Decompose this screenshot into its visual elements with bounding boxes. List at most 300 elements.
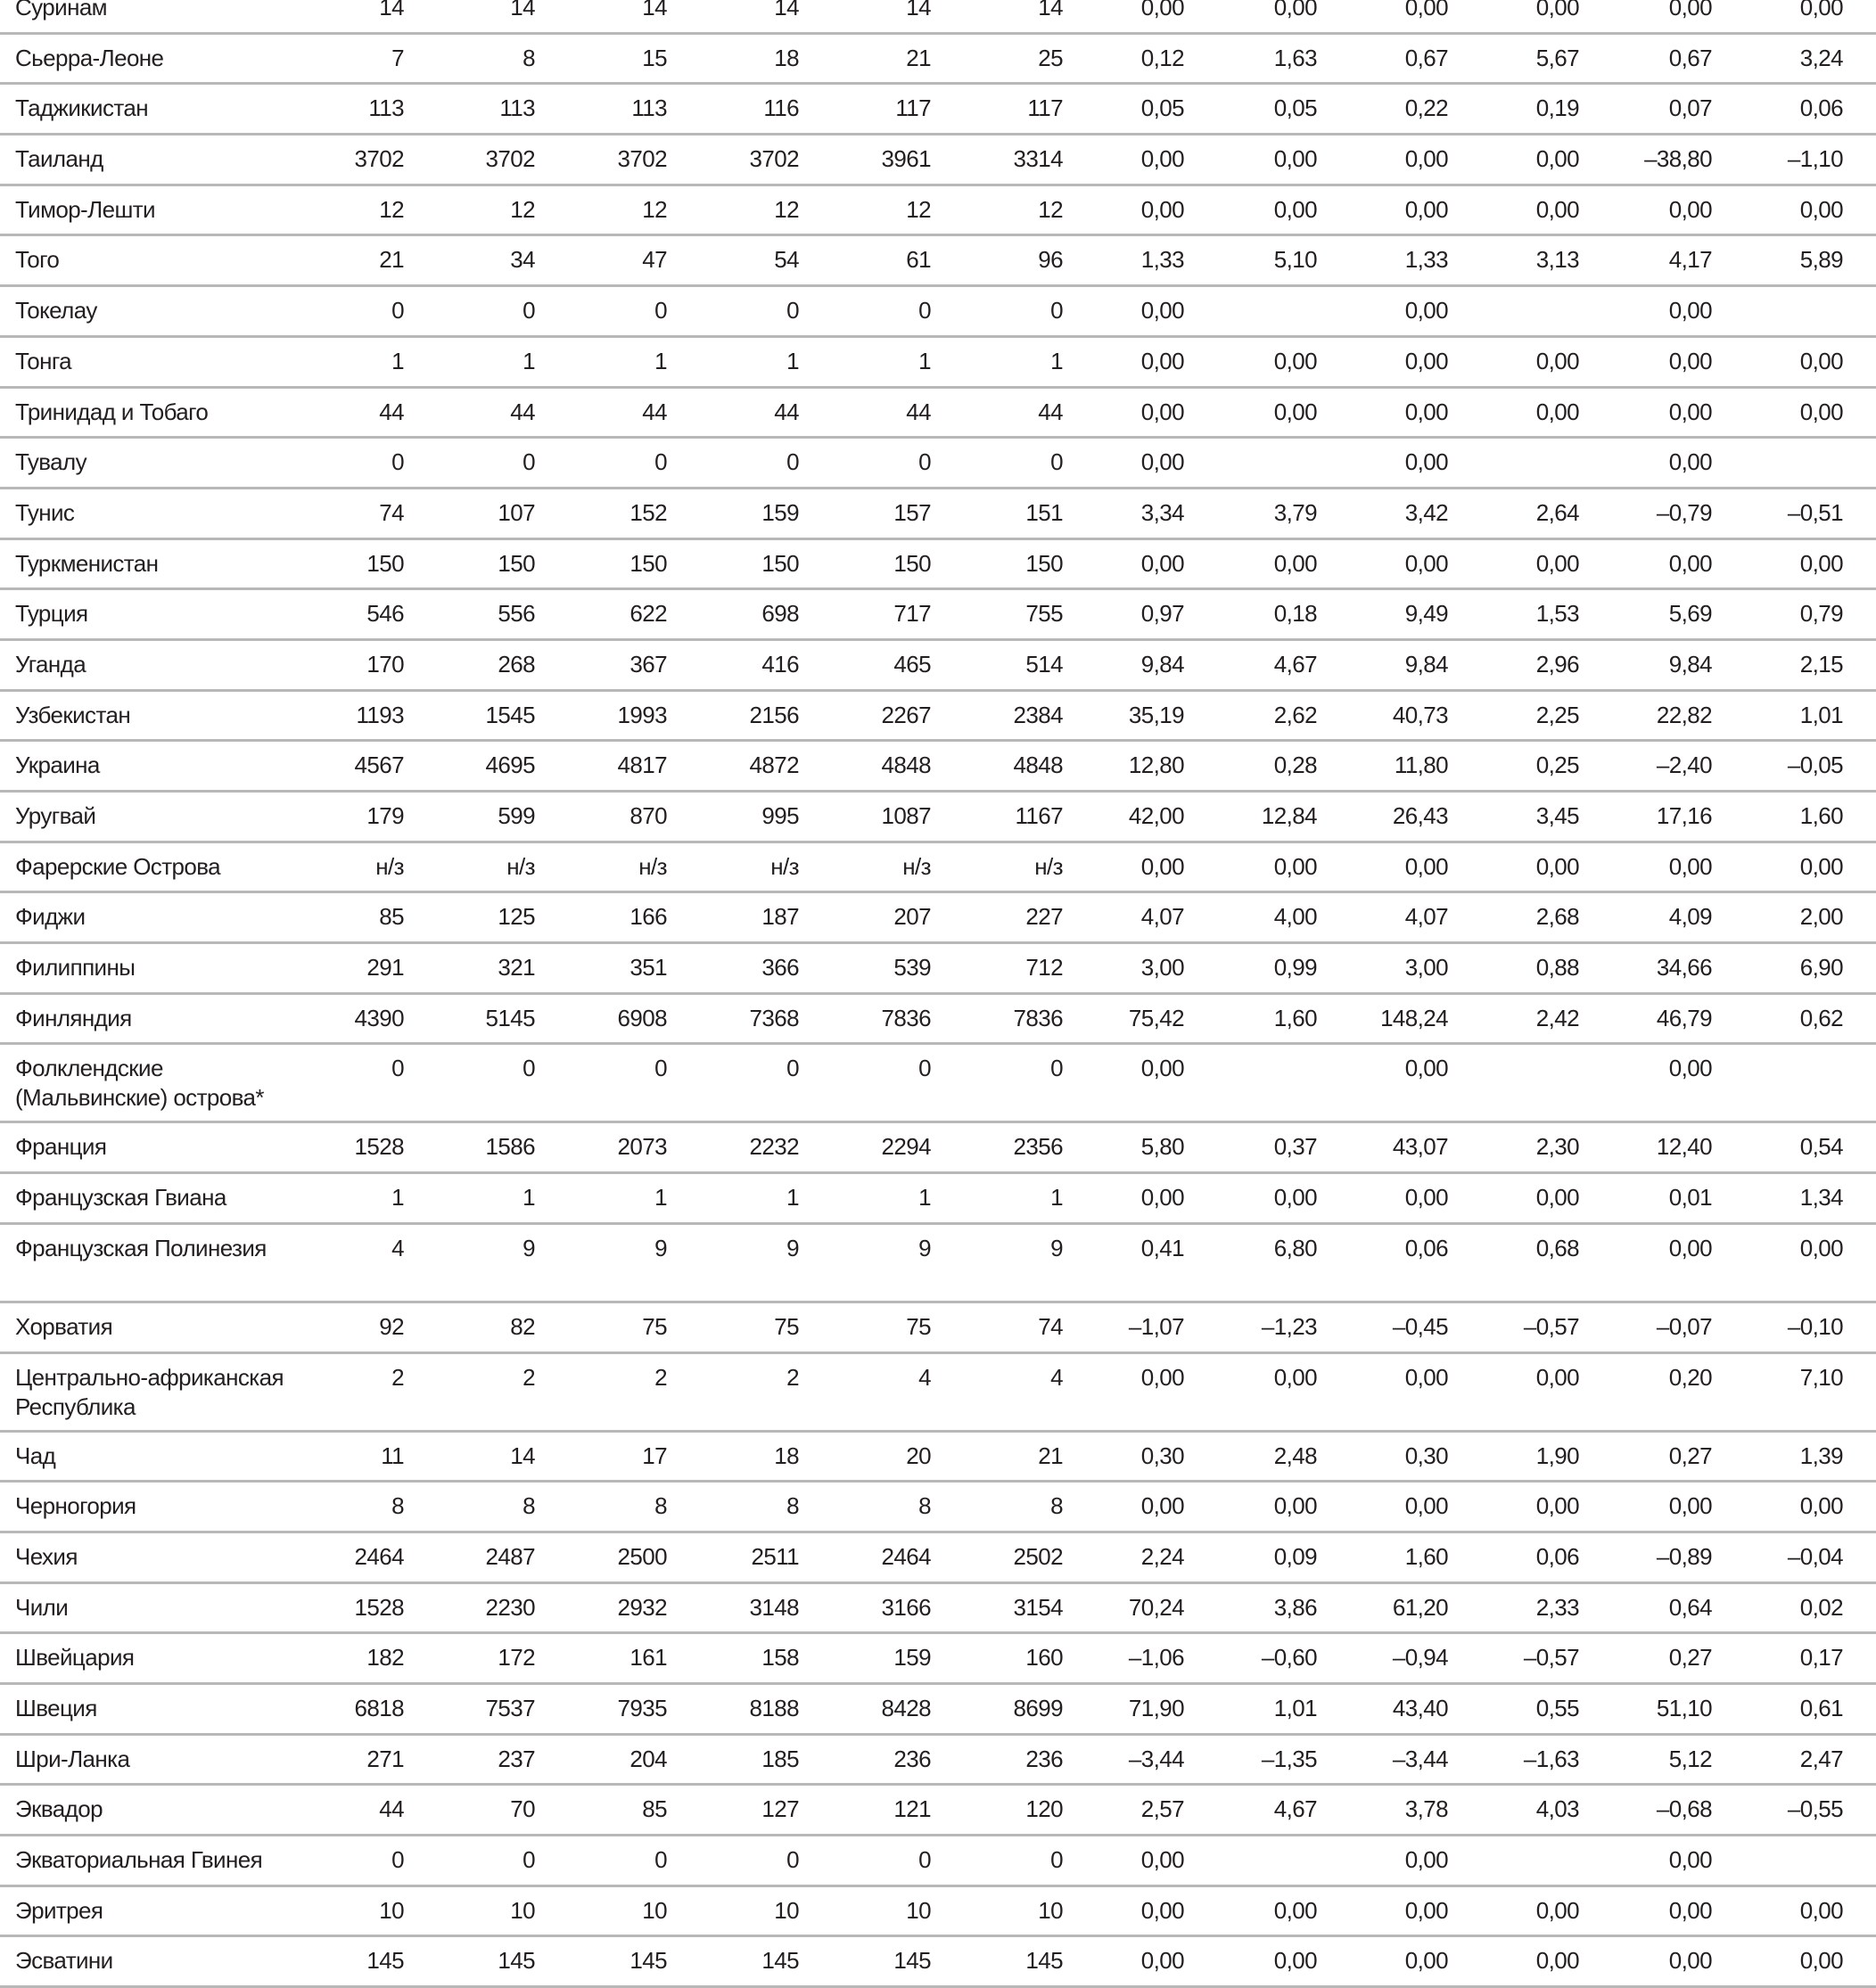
- table-cell: 367: [629, 650, 667, 678]
- table-cell: 0,00: [1404, 0, 1448, 21]
- table-cell: –1,10: [1787, 145, 1843, 173]
- table-cell: 150: [1025, 549, 1063, 577]
- table-row: [0, 85, 1876, 136]
- table-cell: 4,67: [1273, 650, 1317, 678]
- table-cell: 0,00: [1799, 0, 1843, 21]
- table-cell: 1: [391, 347, 404, 374]
- table-cell: 0,00: [1668, 549, 1712, 577]
- table-cell: 0,00: [1140, 1896, 1184, 1924]
- table-cell: 2: [654, 1363, 667, 1391]
- table-cell: 0,00: [1799, 195, 1843, 223]
- table-cell: 3,24: [1799, 44, 1843, 71]
- table-cell: 4848: [881, 752, 931, 779]
- table-cell: 7537: [485, 1694, 535, 1721]
- table-cell: 12: [642, 195, 667, 223]
- table-row: [0, 35, 1876, 86]
- table-cell: 4: [918, 1363, 931, 1391]
- table-cell: 7368: [749, 1004, 799, 1031]
- table-cell: 366: [761, 954, 799, 982]
- table-cell: 96: [1038, 246, 1063, 274]
- table-cell: 3961: [881, 145, 931, 173]
- table-cell: 172: [498, 1644, 535, 1672]
- country-name: Чехия: [15, 1542, 78, 1570]
- table-cell: 0,37: [1273, 1133, 1317, 1161]
- table-row: [0, 1045, 1876, 1123]
- table-cell: 1: [918, 1184, 931, 1212]
- table-row: [0, 1836, 1876, 1887]
- table-cell: 0,00: [1140, 145, 1184, 173]
- table-cell: 8: [1050, 1492, 1063, 1520]
- table-cell: 0: [522, 1846, 535, 1873]
- table-cell: 0,00: [1404, 448, 1448, 476]
- country-name: Чад: [15, 1442, 56, 1469]
- table-cell: 0,00: [1404, 549, 1448, 577]
- table-cell: 1: [522, 1184, 535, 1212]
- country-name: Тринидад и Тобаго: [15, 398, 209, 425]
- table-cell: 0: [522, 297, 535, 324]
- table-cell: 0: [522, 448, 535, 476]
- table-cell: 12: [774, 195, 799, 223]
- table-cell: 0,00: [1273, 398, 1317, 425]
- table-cell: 116: [763, 94, 799, 122]
- table-cell: –1,06: [1128, 1644, 1184, 1672]
- table-cell: 0,00: [1404, 1055, 1448, 1082]
- table-cell: 870: [629, 802, 667, 829]
- country-name: Эсватини: [15, 1947, 113, 1975]
- table-cell: 14: [774, 0, 799, 21]
- table-cell: 25: [1038, 44, 1063, 71]
- table-cell: 85: [642, 1795, 667, 1823]
- table-cell: 5,80: [1140, 1133, 1184, 1161]
- table-cell: 5,10: [1273, 246, 1317, 274]
- table-cell: 0,00: [1140, 195, 1184, 223]
- table-cell: 1: [786, 347, 799, 374]
- table-cell: 11: [381, 1442, 404, 1469]
- table-row: [0, 0, 1876, 35]
- table-cell: 0,00: [1668, 1234, 1712, 1261]
- table-cell: 8: [522, 1492, 535, 1520]
- table-cell: 1,53: [1535, 600, 1579, 628]
- table-cell: 0: [1050, 297, 1063, 324]
- table-row: [0, 793, 1876, 843]
- table-cell: 0,00: [1140, 1947, 1184, 1975]
- table-cell: 0,00: [1273, 852, 1317, 880]
- table-cell: 0,00: [1140, 549, 1184, 577]
- table-cell: 0,00: [1668, 195, 1712, 223]
- table-cell: 17,16: [1656, 802, 1712, 829]
- table-cell: 514: [1025, 650, 1063, 678]
- table-row: [0, 236, 1876, 287]
- table-cell: 47: [642, 246, 667, 274]
- table-cell: 236: [893, 1745, 931, 1772]
- table-cell: 145: [366, 1947, 404, 1975]
- table-cell: 4,17: [1668, 246, 1712, 274]
- table-cell: 0: [391, 1055, 404, 1082]
- table-cell: 0: [786, 1055, 799, 1082]
- table-cell: 546: [366, 600, 404, 628]
- table-cell: 117: [1027, 94, 1063, 122]
- table-row: [0, 692, 1876, 743]
- table-cell: 145: [629, 1947, 667, 1975]
- table-cell: 2267: [881, 701, 931, 728]
- table-cell: 622: [629, 600, 667, 628]
- table-cell: 0,00: [1535, 1492, 1579, 1520]
- table-cell: 2,47: [1799, 1745, 1843, 1772]
- table-cell: 0,00: [1799, 852, 1843, 880]
- table-cell: 1,34: [1799, 1184, 1843, 1212]
- table-cell: 0,27: [1668, 1644, 1712, 1672]
- table-cell: 3,00: [1140, 954, 1184, 982]
- table-cell: 0,00: [1668, 297, 1712, 324]
- table-row: [0, 1174, 1876, 1225]
- table-cell: 0,00: [1668, 0, 1712, 21]
- table-cell: 0,05: [1140, 94, 1184, 122]
- table-cell: 44: [642, 398, 667, 425]
- table-cell: 0,22: [1404, 94, 1448, 122]
- table-cell: 0: [918, 448, 931, 476]
- table-cell: 0,00: [1668, 1846, 1712, 1873]
- table-cell: 3,79: [1273, 498, 1317, 526]
- country-name: Франция: [15, 1133, 107, 1161]
- table-cell: 2,96: [1535, 650, 1579, 678]
- table-cell: 0: [391, 297, 404, 324]
- table-cell: 9: [918, 1234, 931, 1261]
- table-cell: 0,00: [1140, 0, 1184, 21]
- table-cell: 4848: [1013, 752, 1063, 779]
- table-cell: 0,00: [1140, 1492, 1184, 1520]
- table-cell: 236: [1025, 1745, 1063, 1772]
- table-cell: 4567: [354, 752, 404, 779]
- table-cell: 1: [786, 1184, 799, 1212]
- table-cell: 92: [379, 1312, 404, 1340]
- table-cell: –1,63: [1523, 1745, 1579, 1772]
- table-cell: 9,49: [1404, 600, 1448, 628]
- table-row: [0, 389, 1876, 439]
- table-cell: 0: [918, 1055, 931, 1082]
- table-cell: 0,00: [1535, 1896, 1579, 1924]
- table-cell: 6,90: [1799, 954, 1843, 982]
- table-cell: 2,48: [1273, 1442, 1317, 1469]
- table-cell: 0,00: [1799, 1896, 1843, 1924]
- table-cell: –1,35: [1261, 1745, 1317, 1772]
- table-cell: 4390: [354, 1004, 404, 1031]
- table-cell: 3314: [1013, 145, 1063, 173]
- table-cell: –0,04: [1787, 1542, 1843, 1570]
- table-cell: 75: [906, 1312, 931, 1340]
- table-cell: 152: [629, 498, 667, 526]
- table-cell: н/з: [375, 852, 404, 880]
- table-cell: 0,00: [1140, 1846, 1184, 1873]
- table-cell: 698: [761, 600, 799, 628]
- table-cell: 44: [774, 398, 799, 425]
- table-cell: 70,24: [1128, 1593, 1184, 1621]
- table-cell: 85: [379, 903, 404, 931]
- table-cell: 150: [498, 549, 535, 577]
- country-name: Французская Гвиана: [15, 1184, 226, 1212]
- table-cell: 0,27: [1668, 1442, 1712, 1469]
- table-cell: 2,24: [1140, 1542, 1184, 1570]
- table-cell: 9: [1050, 1234, 1063, 1261]
- table-cell: 0: [654, 1846, 667, 1873]
- table-cell: 150: [629, 549, 667, 577]
- table-cell: 0,68: [1535, 1234, 1579, 1261]
- table-cell: 107: [498, 498, 535, 526]
- table-cell: 26,43: [1392, 802, 1448, 829]
- table-cell: 539: [893, 954, 931, 982]
- table-cell: 0,02: [1799, 1593, 1843, 1621]
- table-cell: 0,54: [1799, 1133, 1843, 1161]
- table-cell: 0,00: [1668, 1492, 1712, 1520]
- country-name: Черногория: [15, 1492, 136, 1520]
- table-cell: 61,20: [1392, 1593, 1448, 1621]
- table-cell: 12: [1038, 195, 1063, 223]
- table-cell: 712: [1025, 954, 1063, 982]
- table-cell: 1993: [617, 701, 667, 728]
- table-cell: 75: [642, 1312, 667, 1340]
- table-row: [0, 1354, 1876, 1433]
- table-cell: 9: [654, 1234, 667, 1261]
- table-cell: 44: [379, 1795, 404, 1823]
- table-cell: 145: [893, 1947, 931, 1975]
- table-cell: 117: [895, 94, 931, 122]
- table-row: [0, 995, 1876, 1046]
- table-cell: 8: [786, 1492, 799, 1520]
- table-cell: 271: [366, 1745, 404, 1772]
- table-cell: 0,06: [1799, 94, 1843, 122]
- table-cell: 3,45: [1535, 802, 1579, 829]
- country-name: Фолклендские (Мальвинские) острова*: [15, 1055, 264, 1112]
- table-cell: 3702: [485, 145, 535, 173]
- table-cell: 1528: [354, 1593, 404, 1621]
- table-row: [0, 1483, 1876, 1533]
- table-cell: 1586: [485, 1133, 535, 1161]
- table-cell: 0,00: [1273, 1184, 1317, 1212]
- table-cell: 0,05: [1273, 94, 1317, 122]
- table-row: [0, 439, 1876, 489]
- table-cell: 4695: [485, 752, 535, 779]
- table-cell: 1,63: [1273, 44, 1317, 71]
- table-cell: 10: [379, 1896, 404, 1924]
- table-cell: 0,18: [1273, 600, 1317, 628]
- table-cell: 0: [654, 297, 667, 324]
- table-cell: 1: [654, 347, 667, 374]
- table-cell: 161: [629, 1644, 667, 1672]
- table-cell: 0,00: [1140, 398, 1184, 425]
- table-cell: 0,00: [1140, 1055, 1184, 1082]
- table-cell: 4: [391, 1234, 404, 1261]
- table-cell: 0: [1050, 1055, 1063, 1082]
- table-cell: 2073: [617, 1133, 667, 1161]
- table-cell: 34,66: [1656, 954, 1712, 982]
- table-cell: 2,62: [1273, 701, 1317, 728]
- table-cell: 179: [366, 802, 404, 829]
- table-cell: 995: [761, 802, 799, 829]
- table-cell: 159: [893, 1644, 931, 1672]
- table-cell: –38,80: [1644, 145, 1712, 173]
- table-cell: 0,00: [1668, 1896, 1712, 1924]
- table-cell: 43,07: [1392, 1133, 1448, 1161]
- table-cell: 20: [906, 1442, 931, 1469]
- table-cell: 0: [391, 448, 404, 476]
- country-name: Таиланд: [15, 145, 103, 173]
- table-cell: 1,60: [1799, 802, 1843, 829]
- table-cell: 9,84: [1668, 650, 1712, 678]
- table-cell: 2932: [617, 1593, 667, 1621]
- table-cell: 0,00: [1535, 195, 1579, 223]
- table-cell: 2356: [1013, 1133, 1063, 1161]
- table-cell: 1167: [1015, 802, 1063, 829]
- table-cell: 2,33: [1535, 1593, 1579, 1621]
- table-cell: 0,00: [1140, 1363, 1184, 1391]
- table-cell: 17: [642, 1442, 667, 1469]
- table-cell: 2156: [749, 701, 799, 728]
- country-name: Хорватия: [15, 1312, 113, 1340]
- table-cell: 2,64: [1535, 498, 1579, 526]
- table-cell: 1: [654, 1184, 667, 1212]
- table-cell: н/з: [770, 852, 799, 880]
- table-cell: 4,07: [1404, 903, 1448, 931]
- table-cell: 5,69: [1668, 600, 1712, 628]
- table-cell: 2230: [485, 1593, 535, 1621]
- table-cell: н/з: [638, 852, 667, 880]
- table-cell: 0,79: [1799, 600, 1843, 628]
- table-cell: 1545: [485, 701, 535, 728]
- country-name: Украина: [15, 752, 100, 779]
- table-row: [0, 893, 1876, 944]
- table-cell: –1,23: [1261, 1312, 1317, 1340]
- table-cell: 113: [499, 94, 535, 122]
- table-cell: 2,25: [1535, 701, 1579, 728]
- table-cell: 46,79: [1656, 1004, 1712, 1031]
- table-row: [0, 136, 1876, 186]
- country-name: Турция: [15, 600, 88, 628]
- table-cell: 755: [1025, 600, 1063, 628]
- table-cell: 351: [629, 954, 667, 982]
- table-cell: 0,00: [1273, 145, 1317, 173]
- table-cell: 599: [498, 802, 535, 829]
- table-cell: 10: [642, 1896, 667, 1924]
- table-cell: 0,00: [1404, 347, 1448, 374]
- table-cell: 1,01: [1273, 1694, 1317, 1721]
- table-cell: 9: [522, 1234, 535, 1261]
- table-cell: 1087: [881, 802, 931, 829]
- table-cell: 0,00: [1535, 0, 1579, 21]
- country-name: Уругвай: [15, 802, 96, 829]
- table-cell: 5,12: [1668, 1745, 1712, 1772]
- table-cell: 7836: [1013, 1004, 1063, 1031]
- table-row: [0, 590, 1876, 641]
- table-cell: 0,06: [1404, 1234, 1448, 1261]
- table-cell: 3,78: [1404, 1795, 1448, 1823]
- table-cell: 182: [366, 1644, 404, 1672]
- table-cell: 12,40: [1656, 1133, 1712, 1161]
- table-cell: 0,00: [1404, 398, 1448, 425]
- table-cell: 74: [1038, 1312, 1063, 1340]
- table-cell: 0,00: [1799, 347, 1843, 374]
- table-cell: 0,28: [1273, 752, 1317, 779]
- table-cell: 35,19: [1128, 701, 1184, 728]
- country-name: Филиппины: [15, 954, 136, 982]
- table-cell: 416: [761, 650, 799, 678]
- table-cell: 151: [1025, 498, 1063, 526]
- table-cell: 2500: [617, 1542, 667, 1570]
- table-cell: 4,09: [1668, 903, 1712, 931]
- table-cell: 5,67: [1535, 44, 1579, 71]
- table-cell: 0,00: [1404, 145, 1448, 173]
- table-cell: 0: [786, 448, 799, 476]
- table-cell: 0,41: [1140, 1234, 1184, 1261]
- table-cell: 0,07: [1668, 94, 1712, 122]
- table-cell: 3,42: [1404, 498, 1448, 526]
- table-cell: –0,57: [1523, 1312, 1579, 1340]
- table-cell: 0,00: [1535, 145, 1579, 173]
- table-cell: 150: [893, 549, 931, 577]
- table-cell: –0,45: [1392, 1312, 1448, 1340]
- table-cell: 1: [918, 347, 931, 374]
- table-cell: 14: [642, 0, 667, 21]
- table-cell: –0,55: [1787, 1795, 1843, 1823]
- table-cell: 1: [391, 1184, 404, 1212]
- table-cell: 14: [906, 0, 931, 21]
- table-row: [0, 742, 1876, 793]
- table-cell: 70: [510, 1795, 535, 1823]
- table-cell: 1528: [354, 1133, 404, 1161]
- table-cell: 0,62: [1799, 1004, 1843, 1031]
- table-cell: 145: [761, 1947, 799, 1975]
- table-cell: 1,33: [1140, 246, 1184, 274]
- table-cell: –0,05: [1787, 752, 1843, 779]
- table-cell: 0,00: [1273, 0, 1317, 21]
- table-cell: 120: [1025, 1795, 1063, 1823]
- table-cell: 8: [918, 1492, 931, 1520]
- table-cell: 44: [906, 398, 931, 425]
- table-cell: 2,42: [1535, 1004, 1579, 1031]
- table-row: [0, 1433, 1876, 1483]
- country-name: Фарерские Острова: [15, 852, 221, 880]
- table-cell: 0: [918, 1846, 931, 1873]
- table-cell: 14: [1038, 0, 1063, 21]
- table-cell: 7836: [881, 1004, 931, 1031]
- table-cell: 2294: [881, 1133, 931, 1161]
- table-cell: 0: [918, 297, 931, 324]
- country-name: Токелау: [15, 297, 97, 324]
- table-cell: 237: [498, 1745, 535, 1772]
- table-cell: 0,00: [1404, 1947, 1448, 1975]
- table-cell: 0,00: [1535, 1184, 1579, 1212]
- table-cell: 125: [498, 903, 535, 931]
- table-cell: 6908: [617, 1004, 667, 1031]
- table-cell: 0: [522, 1055, 535, 1082]
- table-cell: 22,82: [1656, 701, 1712, 728]
- table-cell: 14: [379, 0, 404, 21]
- country-name: Тимор-Лешти: [15, 195, 155, 223]
- table-cell: 0,00: [1140, 448, 1184, 476]
- table-cell: 0,30: [1404, 1442, 1448, 1469]
- table-cell: 150: [366, 549, 404, 577]
- table-cell: 12: [906, 195, 931, 223]
- table-cell: 2,15: [1799, 650, 1843, 678]
- table-cell: 0,00: [1404, 195, 1448, 223]
- table-row: [0, 1937, 1876, 1988]
- table-cell: 2,30: [1535, 1133, 1579, 1161]
- table-cell: 8699: [1013, 1694, 1063, 1721]
- table-cell: 9,84: [1140, 650, 1184, 678]
- country-name: Таджикистан: [15, 94, 148, 122]
- table-cell: 2,57: [1140, 1795, 1184, 1823]
- country-name: Тунис: [15, 498, 75, 526]
- table-cell: 121: [893, 1795, 931, 1823]
- table-row: [0, 944, 1876, 995]
